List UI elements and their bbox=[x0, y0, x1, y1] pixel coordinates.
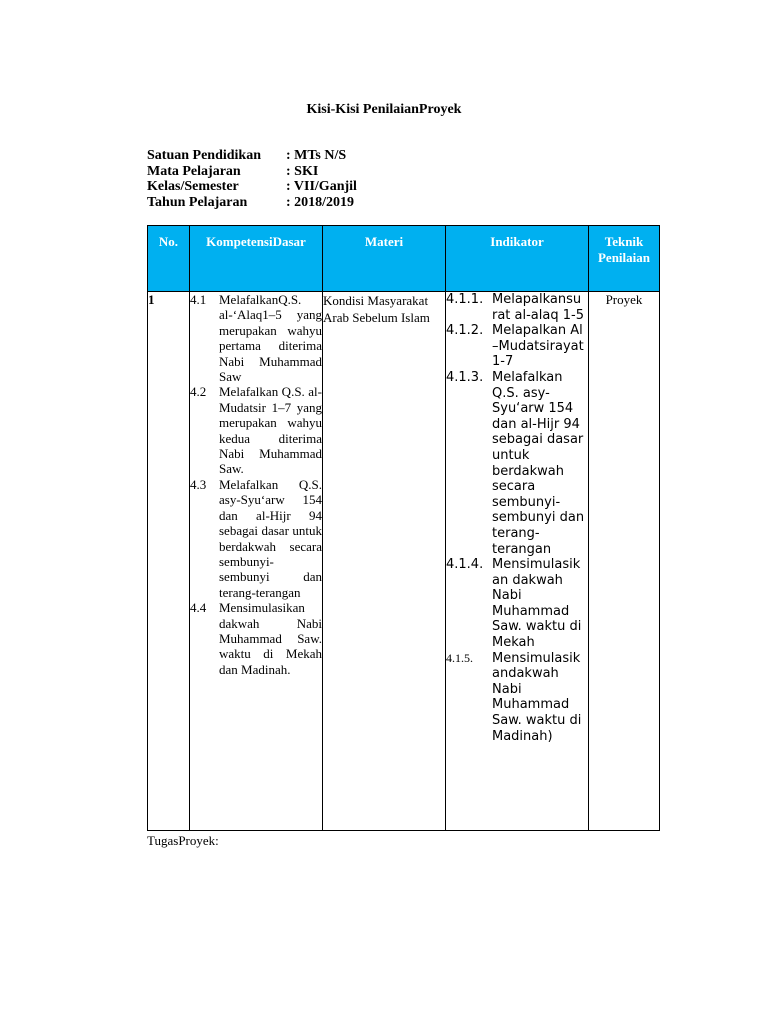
meta-label: Kelas/Semester bbox=[147, 179, 239, 194]
meta-value: : MTs N/S bbox=[286, 148, 347, 163]
page-title: Kisi-Kisi PenilaianProyek bbox=[306, 102, 462, 117]
indikator-item bbox=[446, 323, 588, 370]
kd-text: Mensimulasikan dakwah Nabi Muhammad Saw. waktu di Mekah dan Madinah. bbox=[219, 600, 322, 677]
kd-number: 4.4 bbox=[190, 600, 207, 616]
indikator-line: terang- bbox=[492, 525, 540, 541]
kd-number: 4.1 bbox=[190, 292, 207, 307]
kd-item bbox=[190, 292, 322, 384]
table-header-row bbox=[148, 226, 660, 292]
indikator-item bbox=[446, 651, 588, 745]
indikator-line: Saw. waktu di bbox=[492, 619, 582, 635]
meta-row-satuan bbox=[147, 148, 357, 164]
kd-number: 4.2 bbox=[190, 384, 207, 400]
indikator-line: dan al-Hijr 94 bbox=[492, 416, 580, 432]
indikator-text bbox=[492, 292, 588, 323]
cell-materi: Kondisi Masyarakat Arab Sebelum Islam bbox=[323, 292, 446, 831]
indikator-line: 1-7 bbox=[492, 354, 514, 370]
header-teknik-penilaian: Teknik Penilaian bbox=[589, 226, 660, 292]
kd-number: 4.3 bbox=[190, 476, 207, 492]
indikator-line: Melafalkan bbox=[492, 369, 563, 385]
meta-row-tahun bbox=[147, 195, 357, 211]
header-indikator: Indikator bbox=[446, 226, 589, 292]
indikator-number: 4.1.4. bbox=[446, 557, 484, 573]
document-meta bbox=[147, 148, 357, 210]
indikator-line: terangan bbox=[492, 541, 552, 557]
meta-row-kelas bbox=[147, 179, 357, 195]
header-no: No. bbox=[148, 226, 190, 292]
indikator-line: Syu‘arw 154 bbox=[492, 401, 574, 417]
cell-teknik-penilaian: Proyek bbox=[589, 292, 660, 831]
indikator-text bbox=[492, 370, 588, 557]
indikator-item bbox=[446, 557, 588, 651]
kd-item bbox=[190, 384, 322, 476]
indikator-line: Nabi bbox=[492, 681, 522, 697]
cell-kompetensi-dasar bbox=[190, 292, 323, 831]
indikator-item bbox=[446, 292, 588, 323]
indikator-line: Mekah bbox=[492, 635, 535, 651]
indikator-text bbox=[492, 557, 588, 651]
kisi-table bbox=[147, 225, 660, 831]
indikator-line: andakwah bbox=[492, 666, 559, 682]
cell-no: 1 bbox=[148, 292, 190, 831]
kd-item bbox=[190, 477, 322, 600]
indikator-line: sembunyi- bbox=[492, 494, 561, 510]
indikator-line: Mensimulasik bbox=[492, 557, 581, 573]
meta-label: Satuan Pendidikan bbox=[147, 148, 261, 163]
indikator-line: rat al-alaq 1-5 bbox=[492, 307, 584, 323]
indikator-text bbox=[492, 651, 588, 745]
indikator-line: sembunyi dan bbox=[492, 510, 585, 526]
indikator-line: berdakwah bbox=[492, 463, 564, 479]
meta-value: : VII/Ganjil bbox=[286, 179, 357, 194]
indikator-line: –Mudatsirayat bbox=[492, 338, 584, 354]
indikator-line: Saw. waktu di bbox=[492, 713, 582, 729]
kd-text: Melafalkan Q.S. al-Mudatsir 1–7 yang merupakan wahyu kedua diterima Nabi Muhammad Saw. bbox=[219, 384, 322, 477]
meta-label: Mata Pelajaran bbox=[147, 163, 241, 179]
indikator-number: 4.1.5. bbox=[446, 650, 473, 665]
indikator-line: Nabi bbox=[492, 588, 522, 604]
indikator-number: 4.1.3. bbox=[446, 369, 484, 385]
indikator-line: Muhammad bbox=[492, 603, 570, 619]
indikator-line: Melapalkansu bbox=[492, 292, 582, 307]
meta-value: : SKI bbox=[286, 163, 319, 179]
indikator-list bbox=[446, 292, 588, 744]
meta-label: Tahun Pelajaran bbox=[147, 194, 248, 210]
indikator-item bbox=[446, 370, 588, 557]
kd-text: MelafalkanQ.S. al-‘Alaq1–5 yang merupakan wahyu pertama diterima Nabi Muhammad Saw bbox=[219, 292, 322, 385]
indikator-number: 4.1.2. bbox=[446, 323, 484, 339]
header-materi: Materi bbox=[323, 226, 446, 292]
indikator-line: Melapalkan Al bbox=[492, 323, 583, 339]
indikator-line: untuk bbox=[492, 447, 530, 463]
table-row bbox=[148, 292, 660, 831]
kd-text: Melafalkan Q.S. asy-Syu‘arw 154 dan al-Hijr 94 sebagai dasar untuk berdakwah secara sembunyi-sembunyi dan terang-terangan bbox=[219, 476, 322, 600]
cell-indikator bbox=[446, 292, 589, 831]
meta-row-mapel bbox=[147, 164, 357, 180]
indikator-line: Mensimulasik bbox=[492, 650, 581, 666]
meta-value: : 2018/2019 bbox=[286, 194, 355, 210]
footer-label: TugasProyek: bbox=[147, 833, 219, 848]
indikator-text bbox=[492, 323, 588, 370]
indikator-line: secara bbox=[492, 479, 536, 495]
indikator-line: sebagai dasar bbox=[492, 432, 584, 448]
indikator-line: Madinah) bbox=[492, 728, 553, 744]
indikator-number: 4.1.1. bbox=[446, 292, 484, 307]
indikator-line: an dakwah bbox=[492, 572, 563, 588]
indikator-line: Muhammad bbox=[492, 697, 570, 713]
indikator-line: Q.S. asy- bbox=[492, 385, 550, 401]
header-kompetensi-dasar: KompetensiDasar bbox=[190, 226, 323, 292]
kd-item bbox=[190, 600, 322, 677]
